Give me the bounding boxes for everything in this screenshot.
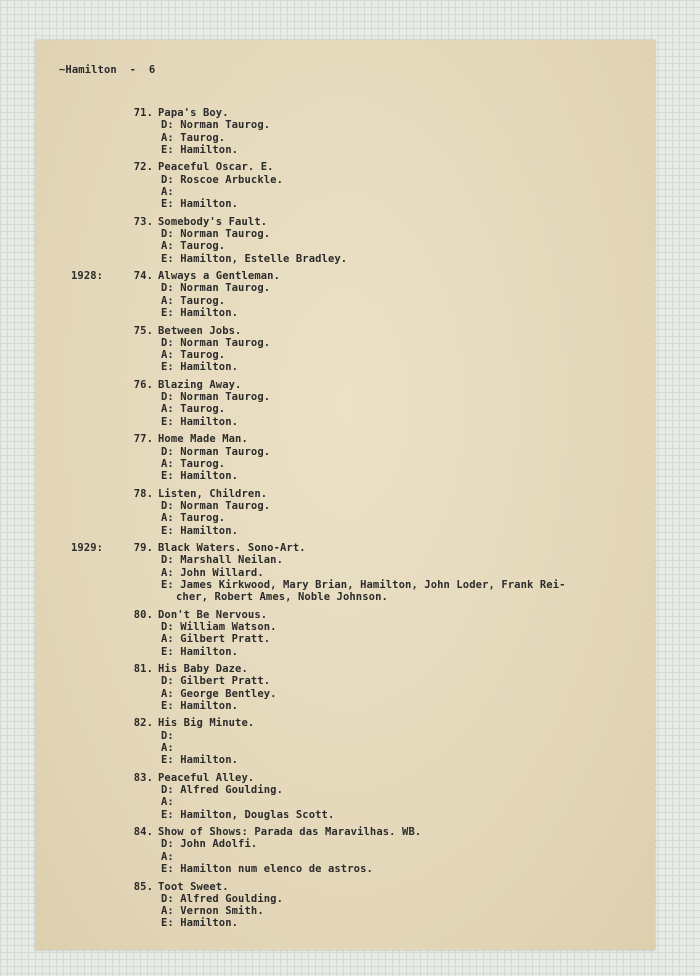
entry-cast: E: Hamilton. [161,470,239,483]
entry-title: Listen, Children. [158,487,268,500]
entry-director: D: Norman Taurog. [161,119,271,132]
entry-title: Always a Gentleman. [158,270,281,283]
entry-cast: E: Hamilton. [161,645,239,658]
entry-cast: E: Hamilton. [161,307,239,320]
entry-author: A: Taurog. [161,512,226,525]
entry-author: A: [161,185,174,198]
entry-number: 77. [133,433,153,446]
entry-cast: E: James Kirkwood, Mary Brian, Hamilton, John Loder, Frank Rei- [161,578,566,591]
entry-author: A: Taurog. [161,403,226,416]
film-entry [71,717,631,766]
entry-number: 79. [133,542,153,554]
entry-cast-continued: cher, Robert Ames, Noble Johnson. [176,591,388,604]
entry-title: Show of Shows: Parada das Maravilhas. WB. [158,826,422,839]
entry-author: A: Taurog. [161,349,226,362]
entry-director: D: [161,729,174,742]
entry-director: D: Norman Taurog. [161,499,271,512]
entry-number: 82. [133,717,153,730]
film-entry [71,609,631,658]
entry-number: 72. [133,161,153,174]
entry-title: Peaceful Oscar. E. [158,161,274,174]
entry-cast: E: Hamilton, Estelle Bradley. [161,252,348,265]
entry-author: A: Gilbert Pratt. [161,633,271,646]
entry-number: 85. [133,880,153,893]
entry-author: A: Taurog. [161,240,226,253]
entry-director: D: Alfred Goulding. [161,784,284,797]
film-entry [71,107,631,156]
entry-director: D: Norman Taurog. [161,336,271,349]
entry-title: Peaceful Alley. [158,771,255,784]
entry-author: A: Taurog. [161,131,226,144]
entry-director: D: Gilbert Pratt. [161,675,271,688]
entry-author: A: [161,796,174,809]
entry-cast: E: Hamilton. [161,361,239,374]
entry-number: 73. [133,215,153,228]
entry-director: D: Norman Taurog. [161,391,271,404]
typed-page [35,40,655,950]
entry-author: A: [161,742,174,755]
film-entry [71,433,631,482]
entry-author: A: [161,850,174,863]
entry-author: A: George Bentley. [161,687,277,700]
page-header: ~Hamilton - 6 [59,64,156,76]
entry-director: D: Roscoe Arbuckle. [161,173,284,186]
entry-cast: E: Hamilton. [161,198,239,211]
entry-number: 83. [133,771,153,784]
entry-number: 75. [133,324,153,337]
entry-author: A: John Willard. [161,566,264,579]
entry-year: 1928: [71,270,104,283]
film-entry [71,325,631,374]
entry-title: Papa's Boy. [158,107,229,119]
entry-title: His Big Minute. [158,717,255,730]
film-entry [71,542,631,603]
entry-cast: E: Hamilton. [161,415,239,428]
film-entry [71,881,631,930]
entry-number: 71. [133,107,153,119]
entry-cast: E: Hamilton. [161,699,239,712]
entry-number: 74. [133,270,153,283]
entry-director: D: Marshall Neilan. [161,554,284,567]
entry-author: A: Vernon Smith. [161,905,264,918]
entry-director: D: Norman Taurog. [161,282,271,295]
entry-number: 78. [133,487,153,500]
entry-cast: E: Hamilton, Douglas Scott. [161,808,335,821]
entry-cast: E: Hamilton. [161,143,239,156]
entry-title: Blazing Away. [158,378,242,391]
entry-cast: E: Hamilton. [161,917,239,930]
film-entry [71,772,631,821]
film-entry [71,826,631,875]
entry-title: Toot Sweet. [158,880,229,893]
film-entry [71,488,631,537]
entry-author: A: Taurog. [161,457,226,470]
entry-author: A: Taurog. [161,294,226,307]
entry-year: 1929: [71,542,104,554]
entry-number: 76. [133,378,153,391]
entry-title: Home Made Man. [158,433,248,446]
entry-number: 84. [133,826,153,839]
entry-director: D: Norman Taurog. [161,228,271,241]
entry-title: Black Waters. Sono-Art. [158,542,306,554]
film-entry [71,663,631,712]
entry-title: Somebody's Fault. [158,215,268,228]
entry-director: D: Alfred Goulding. [161,892,284,905]
filmography-list [71,107,631,935]
entry-number: 80. [133,608,153,621]
entry-number: 81. [133,663,153,676]
film-entry [71,379,631,428]
entry-director: D: William Watson. [161,620,277,633]
entry-title: Don't Be Nervous. [158,608,268,621]
entry-title: His Baby Daze. [158,663,248,676]
entry-cast: E: Hamilton. [161,524,239,537]
film-entry [71,161,631,210]
entry-title: Between Jobs. [158,324,242,337]
entry-cast: E: Hamilton num elenco de astros. [161,863,373,876]
entry-cast: E: Hamilton. [161,754,239,767]
entry-director: D: Norman Taurog. [161,445,271,458]
entry-director: D: John Adolfi. [161,838,258,851]
film-entry [71,216,631,265]
film-entry [71,270,631,319]
